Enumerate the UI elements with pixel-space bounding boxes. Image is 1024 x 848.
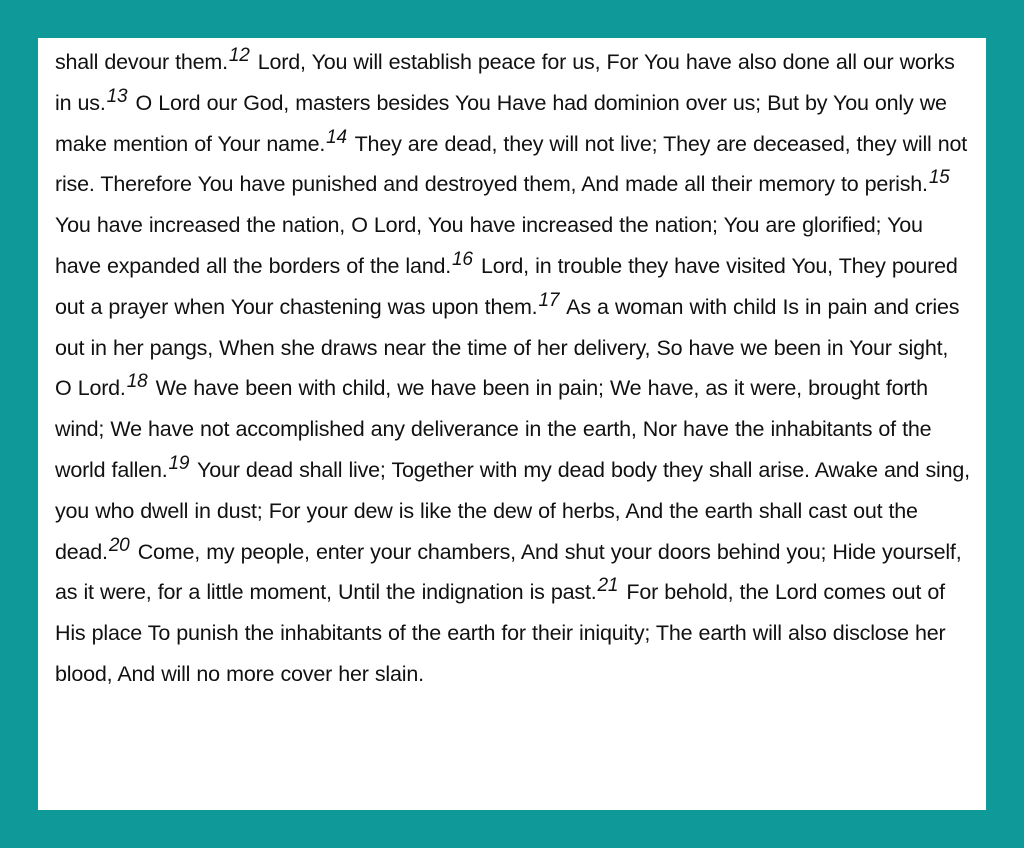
verse-text: We have been with child, we have been in pain; We have, as it were, brought forth wind; We have not accomplished any deliverance in the earth, Nor have the inhabitants of the world fallen. <box>55 376 932 482</box>
scripture-card <box>38 38 986 810</box>
verse-number: 13 <box>106 85 128 107</box>
verse-number: 20 <box>108 534 130 556</box>
verse-number: 12 <box>228 45 250 67</box>
verse-text: Come, my people, enter your chambers, And shut your doors behind you; Hide yourself, as it were, for a little moment, Until the indignation is past. <box>55 539 962 605</box>
verse-number: 16 <box>452 249 473 271</box>
verse-number: 21 <box>597 575 619 597</box>
verse-text: Lord, in trouble they have visited You, They poured out a prayer when Your chastening was upon them. <box>55 253 958 319</box>
verse-text: Lord, You will establish peace for us, For You have also done all our works in us. <box>55 50 955 115</box>
verse-text: Your dead shall live; Together with my dead body they shall arise. Awake and sing, you who dwell in dust; For your dew is like the dew of herbs, And the earth shall cast out the dead. <box>55 457 970 564</box>
verse-text: shall devour them. <box>55 50 228 74</box>
verse-text: O Lord our God, masters besides You Have had dominion over us; But by You only we make mention of Your name. <box>55 90 947 156</box>
verse-number: 17 <box>538 289 560 311</box>
verse-text: You have increased the nation, O Lord, You have increased the nation; You are glorified; You have expanded all the borders of the land. <box>55 213 923 278</box>
verse-text: As a woman with child Is in pain and cries out in her pangs, When she draws near the time of her delivery, So have we been in Your sight, O Lord. <box>55 294 960 401</box>
verse-number: 15 <box>928 167 950 189</box>
scripture-passage <box>55 42 970 695</box>
verse-number: 14 <box>326 126 347 148</box>
verse-text: For behold, the Lord comes out of His place To punish the inhabitants of the earth for their iniquity; The earth will also disclose her blood, And will no more cover her slain. <box>55 580 946 686</box>
verse-number: 19 <box>168 453 190 474</box>
verse-number: 18 <box>126 371 148 393</box>
verse-text: They are dead, they will not live; They are deceased, they will not rise. Therefore You have punished and destroyed them, And made all their memory to perish. <box>55 131 968 197</box>
